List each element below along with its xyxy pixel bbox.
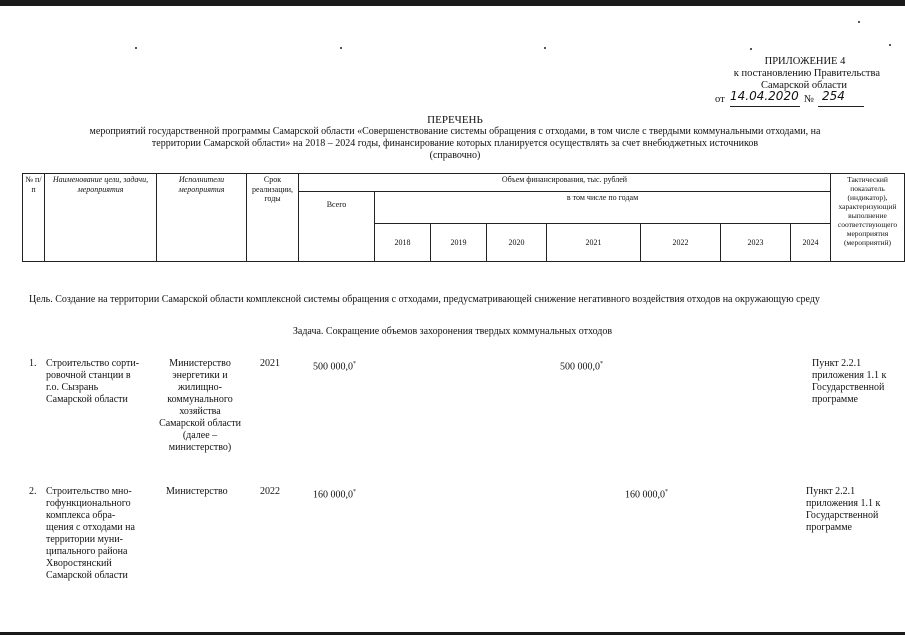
row-year-2022-value: 160 000,0* bbox=[625, 489, 668, 501]
scan-speck bbox=[544, 47, 546, 49]
row-total: 160 000,0* bbox=[313, 489, 356, 501]
year-2020-header: 2020 bbox=[487, 224, 547, 262]
row-total: 500 000,0* bbox=[313, 361, 356, 373]
scan-speck bbox=[340, 47, 342, 49]
year-2022-header: 2022 bbox=[641, 224, 721, 262]
col-num-header: № п/п bbox=[23, 174, 45, 262]
scan-speck bbox=[750, 48, 752, 50]
document-heading: ПЕРЕЧЕНЬ bbox=[427, 114, 483, 126]
row-executor: Министерство bbox=[166, 486, 228, 497]
year-2024-header: 2024 bbox=[791, 224, 831, 262]
row-number: 2. bbox=[29, 486, 37, 497]
year-2021-header: 2021 bbox=[547, 224, 641, 262]
appendix-date-line bbox=[700, 89, 880, 106]
appendix-block bbox=[700, 56, 880, 106]
col-name-header: Наименование цели, задачи, мероприятия bbox=[45, 174, 157, 262]
handwritten-date: 14.04.2020 bbox=[730, 89, 799, 103]
row-year-2021-value: 500 000,0* bbox=[560, 361, 603, 373]
row-name: Строительство сорти- ровочной станции в г.о. Сызрань Самарской области bbox=[46, 358, 140, 405]
col-term-header: Срок реализации, годы bbox=[247, 174, 299, 262]
year-2023-header: 2023 bbox=[721, 224, 791, 262]
row-indicator: Пункт 2.2.1 приложения 1.1 к Государственной программе bbox=[812, 358, 887, 405]
year-2018-header: 2018 bbox=[375, 224, 431, 262]
col-volume-header: Объем финансирования, тыс. рублей bbox=[299, 174, 831, 192]
col-by-years-header: в том числе по годам bbox=[375, 192, 831, 224]
appendix-title: ПРИЛОЖЕНИЕ 4 bbox=[764, 56, 846, 67]
document-title-line1: мероприятий государственной программы Самарской области «Совершенствование системы обращения с отходами, в том числе с твердыми коммунальными отходами, на bbox=[89, 126, 821, 137]
scan-top-border bbox=[0, 0, 905, 6]
appendix-decree: к постановлению Правительства bbox=[733, 68, 880, 79]
row-number: 1. bbox=[29, 358, 37, 369]
scan-speck bbox=[889, 44, 891, 46]
col-total-header: Всего bbox=[299, 192, 375, 262]
col-executors-header: Исполнители мероприятия bbox=[157, 174, 247, 262]
document-title-line3: (справочно) bbox=[429, 150, 481, 161]
scan-bottom-border bbox=[0, 632, 905, 635]
scan-speck bbox=[135, 47, 137, 49]
row-indicator: Пункт 2.2.1 приложения 1.1 к Государственной программе bbox=[806, 486, 881, 533]
date-prefix: от bbox=[715, 94, 725, 105]
scan-speck bbox=[858, 21, 860, 23]
row-term: 2022 bbox=[260, 486, 280, 497]
number-prefix: № bbox=[804, 94, 815, 105]
program-task: Задача. Сокращение объемов захоронения твердых коммунальных отходов bbox=[292, 326, 613, 337]
appendix-region: Самарской области bbox=[761, 80, 847, 91]
handwritten-number: 254 bbox=[822, 89, 845, 103]
year-2019-header: 2019 bbox=[431, 224, 487, 262]
program-goal: Цель. Создание на территории Самарской области комплексной системы обращения с отходами, предусматривающей снижение негативного воздействия отходов на окружающую среду bbox=[29, 294, 820, 305]
col-indicator-header: Тактический показатель (индикатор), характеризующий выполнение соответствующего мероприятия (мероприятий) bbox=[831, 174, 905, 262]
row-term: 2021 bbox=[260, 358, 280, 369]
funding-table-header bbox=[22, 173, 905, 262]
document-title-line2: территории Самарской области» на 2018 – 2024 годы, финансирование которых планируется осуществлять за счет внебюджетных источников bbox=[151, 138, 759, 149]
row-executor: Министерство энергетики и жилищно- коммунального хозяйства Самарской области (далее – министерство) bbox=[159, 358, 241, 453]
row-name: Строительство мно- гофункционального комплекса обра- щения с отходами на территории муни- ципального района Хворостянский Самарской области bbox=[46, 486, 135, 581]
